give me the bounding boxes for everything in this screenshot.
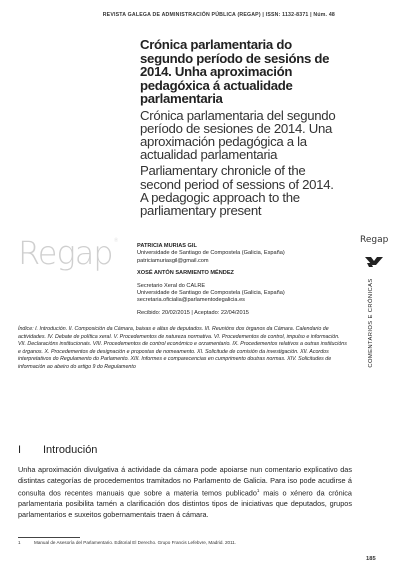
footnote [18, 540, 236, 545]
body-text-end: mais o xénero da crónica parlamentaria posibilita tamén a clarificación dos distintos tipos de iniciativas que deputados, grupos parlamentarios e suxeitos gobernamentais traen á cámara. [18, 488, 352, 519]
side-regap-logo: Regap [360, 235, 389, 245]
received-accepted-dates: Recibido: 20/02/2015 | Aceptado: 22/04/2015 [137, 309, 249, 316]
title-galician: Crónica parlamentaria do segundo período de sesións de 2014. Unha aproximación pedagóxica á actualidade parlamentaria [140, 37, 330, 106]
body-text-start: Unha aproximación divulgativa á actividade da cámara pode apoiarse nun comentario explicativo das distintas categorías de procedementos tramitados no Parlamento de Galicia. Para iso pode acudirse á consulta dos recentes manuais que sobre a materia temos publicado [18, 465, 352, 498]
section-title: Introdución [43, 444, 98, 456]
registered-mark: ® [113, 238, 118, 244]
author-email: secretaria.oficialia@parlamentodegalicia.es [137, 297, 245, 304]
footnote-number: 1 [18, 540, 21, 545]
regap-logo [18, 234, 118, 272]
author-block [137, 243, 347, 317]
footnote-text: Manual de Asesoría del Parlamentario. Editorial El Derecho. Grupo Francis Lefebvre, Madrid. 2011. [34, 540, 237, 545]
body-paragraph [18, 465, 352, 520]
author-affiliation: Universidade de Santiago de Compostela (Galicia, España) [137, 250, 285, 257]
footnote-reference: 1 [256, 488, 260, 494]
section-label-vertical: COMENTARIOS E CRÓNICAS [368, 278, 374, 368]
author-name: PATRICIA MURIAS GIL [137, 243, 197, 249]
table-of-contents: Índice: I. Introdución. II. Composición da Cámara, baixas e altas de deputados. III. Reunións dos órganos da Cámara. Calendario de actividades. IV. Debate de política xeral. V. Procedementos de natureza normativa. VI. Procedementos de control, impulso e información. VII. Declaracións institucionais. VIII. Procedementos de control económico e orzamentario. IX. Procedementos relativos a outras institucións e órganos. X. Procedementos de designación e propostas de nomeamento. XI. Solicitude de comisión da investigación. XII. Acordos interpretativos do Regulamento do Parlamento. XIII. Informes e comparecencias en cumprimento doutras normas. XIV. Solicitudes de información ao abeiro do artigo 9 do Regulamento [18, 326, 347, 370]
page-number: 185 [366, 556, 376, 562]
footnote-divider [18, 537, 80, 538]
author-role: Secretario Xeral do CALRE [137, 282, 206, 289]
regap-logo-text: Regap [18, 234, 113, 272]
author-affiliation: Universidade de Santiago de Compostela (Galicia, España) [137, 290, 285, 297]
author-email: patriciamuriasgil@gmail.com [137, 257, 209, 264]
author-name: XOSÉ ANTÓN SARMIENTO MÉNDEZ [137, 270, 234, 277]
title-english: Parliamentary chronicle of the second period of sessions of 2014. A pedagogic approach to the parliamentary present [140, 163, 334, 218]
publisher-mark-icon [364, 254, 384, 268]
section-heading [18, 444, 97, 456]
running-header: REVISTA GALEGA DE ADMINISTRACIÓN PÚBLICA (REGAP) | ISSN: 1132-8371 | Núm. 48 [102, 12, 335, 18]
title-block [140, 38, 340, 217]
title-spanish: Crónica parlamentaria del segundo período de sesiones de 2014. Una aproximación pedagógica a la actualidad parlamentaria [140, 107, 336, 163]
section-number: I [18, 444, 22, 456]
